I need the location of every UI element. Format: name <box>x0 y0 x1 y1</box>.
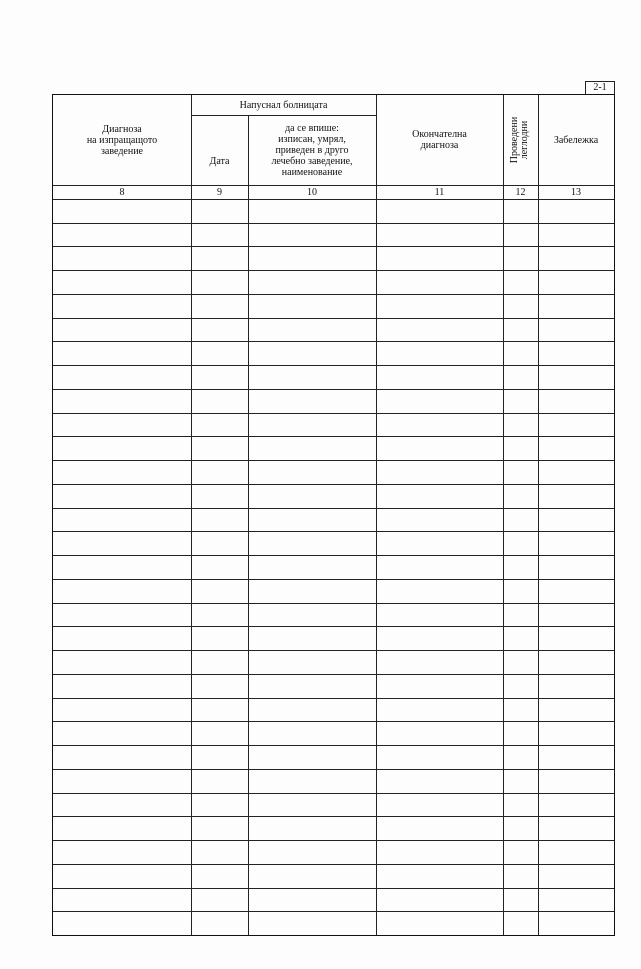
table-cell <box>248 223 376 247</box>
table-cell <box>503 365 538 389</box>
table-cell <box>538 816 614 840</box>
table-cell <box>538 698 614 722</box>
table-cell <box>376 270 503 294</box>
table-cell <box>53 270 191 294</box>
table-cell <box>248 769 376 793</box>
table-cell <box>53 555 191 579</box>
table-cell <box>538 864 614 888</box>
table-cell <box>503 626 538 650</box>
table-cell <box>376 555 503 579</box>
table-cell <box>538 531 614 555</box>
table-cell <box>376 318 503 342</box>
table-cell <box>376 460 503 484</box>
table-row-line <box>53 413 614 414</box>
table-cell <box>538 460 614 484</box>
table-cell <box>503 318 538 342</box>
table-cell <box>191 270 248 294</box>
table-cell <box>538 793 614 817</box>
table-cell <box>538 555 614 579</box>
table-row-line <box>53 650 614 651</box>
table-cell <box>503 555 538 579</box>
table-cell <box>538 484 614 508</box>
table-row-line <box>53 721 614 722</box>
table-cell <box>248 270 376 294</box>
table-cell <box>538 888 614 912</box>
table-cell <box>191 555 248 579</box>
table-row-line <box>53 674 614 675</box>
table-cell <box>53 199 191 223</box>
table-cell <box>538 721 614 745</box>
table-cell <box>248 436 376 460</box>
table-cell <box>503 911 538 935</box>
table-cell <box>248 650 376 674</box>
table-cell <box>248 745 376 769</box>
header-col13 <box>538 95 614 185</box>
table-cell <box>376 246 503 270</box>
table-cell <box>248 484 376 508</box>
table-cell <box>191 484 248 508</box>
table-cell <box>503 246 538 270</box>
table-cell <box>191 864 248 888</box>
table-cell <box>191 816 248 840</box>
table-row-line <box>53 365 614 366</box>
table-cell <box>191 389 248 413</box>
header-col11-label: Окончателна диагноза <box>412 129 467 151</box>
table-row-line <box>53 745 614 746</box>
table-cell <box>191 579 248 603</box>
header-col12-label: Проведени леглодни <box>509 116 530 164</box>
table-cell <box>248 579 376 603</box>
table-row-line <box>53 484 614 485</box>
table-cell <box>53 246 191 270</box>
table-cell <box>503 294 538 318</box>
header-col10-label: да се впише: изписан, умрял, приведен в друго лечебно заведение, наименование <box>271 122 353 178</box>
table-cell <box>376 436 503 460</box>
table-cell <box>376 341 503 365</box>
colnum-11: 11 <box>434 187 445 198</box>
table-cell <box>248 365 376 389</box>
table-cell <box>248 721 376 745</box>
table-cell <box>538 341 614 365</box>
colnum-13: 13 <box>571 187 581 198</box>
table-row-line <box>53 626 614 627</box>
table-cell <box>53 603 191 627</box>
table-cell <box>53 911 191 935</box>
table-cell <box>376 365 503 389</box>
table-cell <box>191 911 248 935</box>
table-cell <box>191 674 248 698</box>
table-cell <box>376 603 503 627</box>
table-cell <box>191 769 248 793</box>
table-cell <box>191 840 248 864</box>
table-row-line <box>53 698 614 699</box>
table-cell <box>376 199 503 223</box>
colnum-9: 9 <box>217 187 222 198</box>
table-cell <box>53 436 191 460</box>
table-cell <box>538 840 614 864</box>
table-cell <box>376 579 503 603</box>
table-row-line <box>53 389 614 390</box>
table-cell <box>376 769 503 793</box>
table-cell <box>248 460 376 484</box>
table-cell <box>53 413 191 437</box>
table-cell <box>53 579 191 603</box>
table-row-line <box>53 294 614 295</box>
table-cell <box>53 484 191 508</box>
table-cell <box>538 246 614 270</box>
table-cell <box>248 294 376 318</box>
table-cell <box>53 531 191 555</box>
table-cell <box>376 674 503 698</box>
table-cell <box>248 674 376 698</box>
table-row-line <box>53 531 614 532</box>
table-cell <box>191 888 248 912</box>
table-cell <box>248 555 376 579</box>
table-row-line <box>53 603 614 604</box>
table-cell <box>53 864 191 888</box>
table-cell <box>248 816 376 840</box>
table-cell <box>503 769 538 793</box>
table-cell <box>248 508 376 532</box>
table-cell <box>376 745 503 769</box>
table-cell <box>191 341 248 365</box>
table-cell <box>538 413 614 437</box>
table-cell <box>376 223 503 247</box>
table-cell <box>503 793 538 817</box>
table-cell <box>248 698 376 722</box>
table-cell <box>248 840 376 864</box>
table-row-line <box>53 508 614 509</box>
table-cell <box>191 531 248 555</box>
table-row-line <box>53 223 614 224</box>
table-row-line <box>53 864 614 865</box>
table-row-line <box>53 911 614 912</box>
table-row-line <box>53 793 614 794</box>
table-row-line <box>53 460 614 461</box>
table-cell <box>376 650 503 674</box>
table-cell <box>191 745 248 769</box>
table-cell <box>248 318 376 342</box>
table-cell <box>376 816 503 840</box>
table-cell <box>53 294 191 318</box>
table-cell <box>376 294 503 318</box>
table-cell <box>53 745 191 769</box>
table-cell <box>248 911 376 935</box>
header-col9 <box>191 115 248 185</box>
header-col11 <box>376 95 503 185</box>
table-cell <box>503 436 538 460</box>
table-cell <box>248 888 376 912</box>
table-cell <box>53 698 191 722</box>
table-cell <box>53 769 191 793</box>
table-cell <box>538 270 614 294</box>
header-col8 <box>53 95 191 185</box>
table-cell <box>538 389 614 413</box>
table-row-line <box>53 341 614 342</box>
table-cell <box>376 721 503 745</box>
table-cell <box>538 294 614 318</box>
table-cell <box>191 626 248 650</box>
table-row-line <box>53 436 614 437</box>
table-cell <box>503 674 538 698</box>
table-row-line <box>53 246 614 247</box>
table-cell <box>248 341 376 365</box>
table-cell <box>191 650 248 674</box>
table-cell <box>503 199 538 223</box>
table-cell <box>248 413 376 437</box>
header-col12 <box>503 95 538 185</box>
table-cell <box>53 626 191 650</box>
table-cell <box>248 199 376 223</box>
table-cell <box>191 318 248 342</box>
table-cell <box>191 413 248 437</box>
table-cell <box>53 793 191 817</box>
table-row-line <box>53 816 614 817</box>
table-cell <box>53 223 191 247</box>
header-bottom-line <box>53 185 614 186</box>
table-cell <box>53 721 191 745</box>
table-cell <box>191 793 248 817</box>
table-cell <box>538 745 614 769</box>
table-cell <box>376 698 503 722</box>
table-cell <box>503 508 538 532</box>
table-cell <box>191 508 248 532</box>
table-cell <box>191 246 248 270</box>
table-cell <box>538 674 614 698</box>
table-cell <box>191 698 248 722</box>
table-cell <box>376 413 503 437</box>
table-cell <box>53 341 191 365</box>
table-cell <box>53 650 191 674</box>
table-cell <box>376 793 503 817</box>
header-col9-label: Дата <box>209 155 230 167</box>
table-cell <box>248 389 376 413</box>
colnum-8: 8 <box>119 187 125 198</box>
table-cell <box>53 318 191 342</box>
table-cell <box>53 816 191 840</box>
table-cell <box>191 603 248 627</box>
header-col13-label: Забележка <box>553 134 599 146</box>
header-subgroup-line <box>191 115 376 116</box>
table-cell <box>376 508 503 532</box>
table-cell <box>538 365 614 389</box>
table-cell <box>376 840 503 864</box>
table-cell <box>53 389 191 413</box>
table-cell <box>191 294 248 318</box>
table-cell <box>376 911 503 935</box>
table-cell <box>503 745 538 769</box>
register-table <box>52 94 615 936</box>
table-cell <box>538 318 614 342</box>
table-cell <box>538 603 614 627</box>
table-cell <box>538 436 614 460</box>
table-cell <box>248 793 376 817</box>
table-cell <box>191 199 248 223</box>
table-cell <box>538 223 614 247</box>
table-cell <box>191 223 248 247</box>
table-cell <box>503 270 538 294</box>
table-cell <box>191 436 248 460</box>
table-row-line <box>53 318 614 319</box>
header-col10 <box>248 115 376 185</box>
table-cell <box>503 816 538 840</box>
header-discharged-group <box>191 95 376 115</box>
table-cell <box>503 698 538 722</box>
table-cell <box>248 531 376 555</box>
colnum-10: 10 <box>307 187 317 198</box>
header-col8-label: Диагноза на изпращащото заведение <box>86 123 158 157</box>
table-cell <box>53 888 191 912</box>
table-cell <box>248 246 376 270</box>
table-cell <box>538 650 614 674</box>
table-cell <box>538 508 614 532</box>
table-cell <box>503 531 538 555</box>
table-cell <box>376 864 503 888</box>
table-cell <box>53 365 191 389</box>
table-cell <box>376 389 503 413</box>
table-cell <box>503 603 538 627</box>
table-cell <box>191 721 248 745</box>
table-cell <box>191 460 248 484</box>
table-cell <box>503 579 538 603</box>
table-row-line <box>53 579 614 580</box>
header-discharged-label: Напуснал болницата <box>239 99 328 111</box>
table-cell <box>503 484 538 508</box>
table-cell <box>538 199 614 223</box>
table-row-line <box>53 555 614 556</box>
table-cell <box>503 341 538 365</box>
table-cell <box>376 531 503 555</box>
page-code: 2-1 <box>585 81 615 95</box>
table-cell <box>53 508 191 532</box>
table-cell <box>376 888 503 912</box>
table-cell <box>503 413 538 437</box>
table-cell <box>503 888 538 912</box>
table-cell <box>376 484 503 508</box>
table-cell <box>503 864 538 888</box>
table-cell <box>248 864 376 888</box>
colnum-12: 12 <box>515 187 526 198</box>
table-cell <box>191 365 248 389</box>
table-row-line <box>53 769 614 770</box>
table-cell <box>538 626 614 650</box>
table-cell <box>376 626 503 650</box>
table-cell <box>538 911 614 935</box>
table-cell <box>53 460 191 484</box>
table-cell <box>248 626 376 650</box>
table-cell <box>53 840 191 864</box>
table-cell <box>503 840 538 864</box>
table-cell <box>248 603 376 627</box>
table-row-line <box>53 888 614 889</box>
table-cell <box>503 721 538 745</box>
table-cell <box>503 650 538 674</box>
table-cell <box>538 769 614 793</box>
table-cell <box>538 579 614 603</box>
table-row-line <box>53 840 614 841</box>
table-cell <box>503 389 538 413</box>
table-cell <box>503 460 538 484</box>
table-cell <box>503 223 538 247</box>
table-cell <box>53 674 191 698</box>
table-row-line <box>53 270 614 271</box>
